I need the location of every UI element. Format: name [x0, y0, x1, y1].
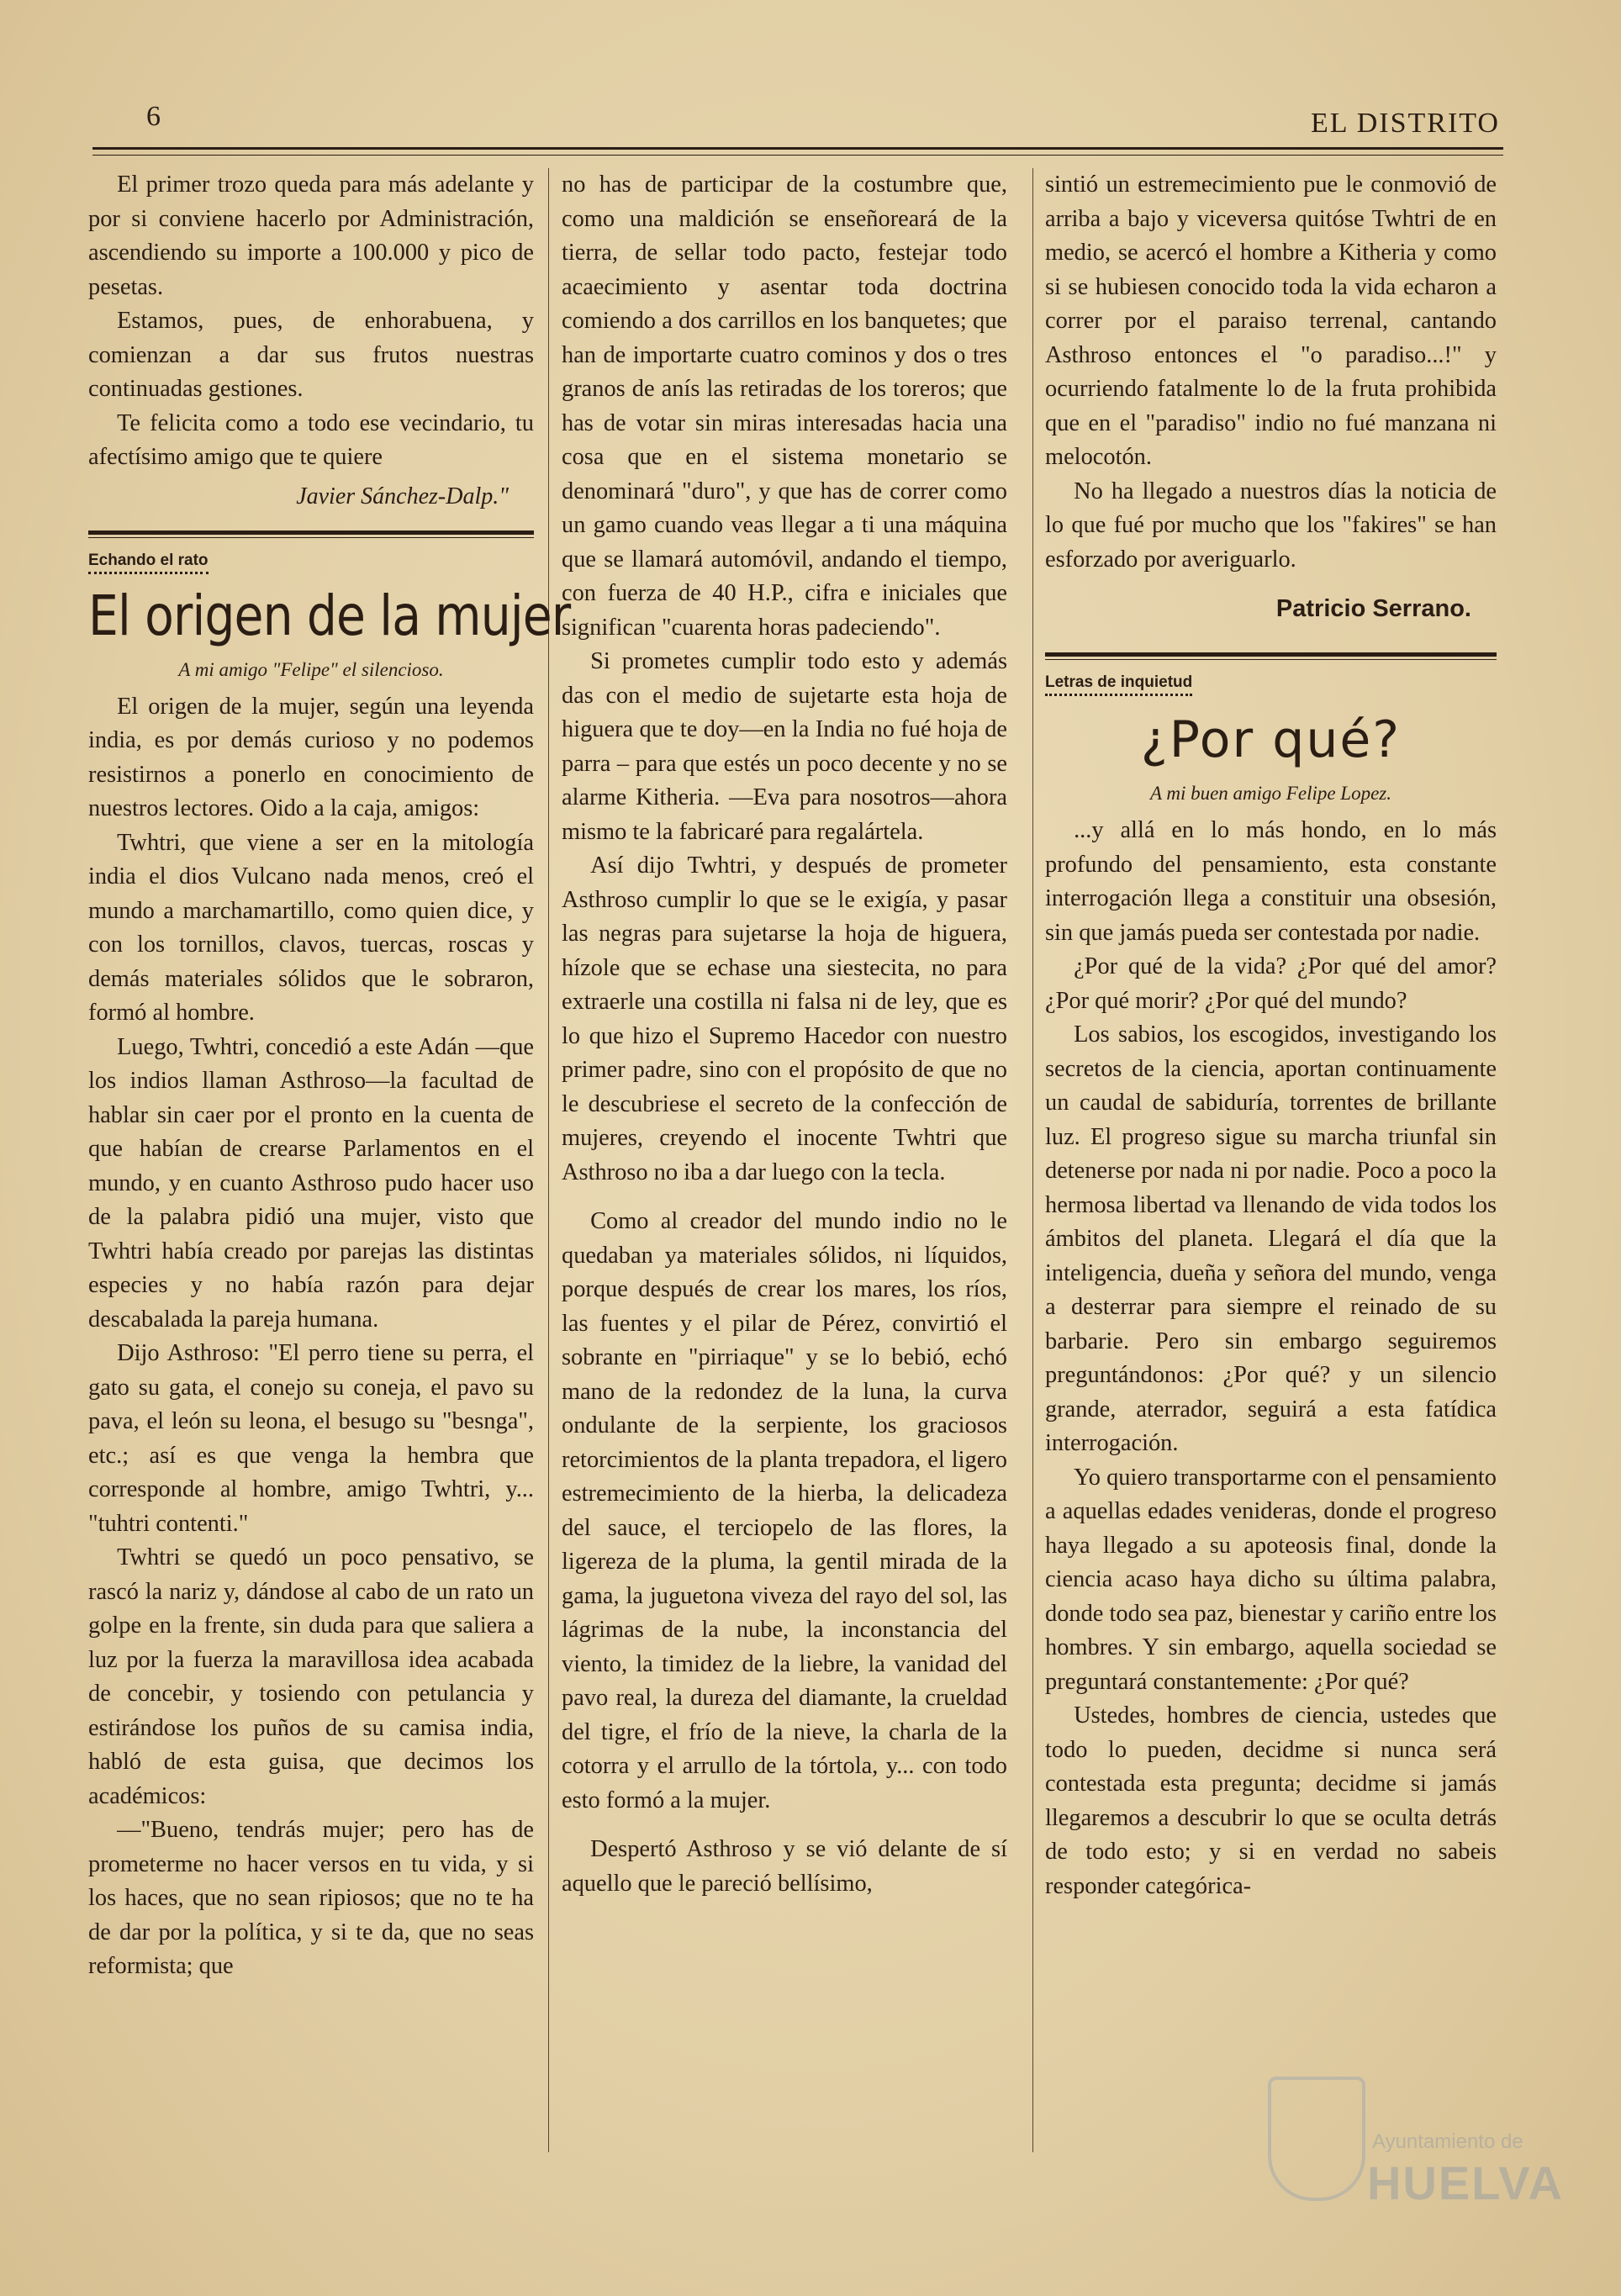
column-2	[562, 168, 1007, 1901]
page-number: 6	[146, 101, 161, 132]
paragraph: ...y allá en lo más hondo, en lo más profundo del pensamiento, esta constante interrogación llega a constituir una obsesión, sin que jamás pueda ser contestada por nadie.	[1045, 817, 1497, 946]
header-rule-thin	[92, 155, 1503, 156]
article-signature: Patricio Serrano.	[1275, 595, 1471, 622]
paragraph: Los sabios, los escogidos, investigando los secretos de la ciencia, aportan continuamente un caudal de sabiduría, torrentes de brillante luz. El progreso sigue su marcha triunfal sin detenerse por nada ni por nadie. Poco a poco la hermosa libertad va llenando de vida todos los ámbitos del planeta. Llegará el día que la inteligencia, dueña y señora del mundo, venga a desterrar para siempre el reinado de su barbarie. Pero sin embargo seguiremos preguntándonos: ¿Por qué? y un silencio grande, aterrador, seguirá a esta fatídica interrogación.	[1045, 1021, 1497, 1456]
paragraph: Te felicita como a todo ese vecindario, tu afectísimo amigo que te quiere	[88, 409, 534, 470]
article-title: ¿Por qué?	[1140, 710, 1402, 769]
section-rule	[88, 530, 534, 538]
paragraph: ¿Por qué de la vida? ¿Por qué del amor? ¿Por qué morir? ¿Por qué del mundo?	[1045, 953, 1497, 1014]
paragraph: sintió un estremecimiento pue le conmovió de arriba a bajo y viceversa quitóse Twhtri de en medio, se acercó el hombre a Kitheria y como si se hubiesen conocido toda la vida echaron a correr por el paraiso terrenal, cantando Asthroso entonces el "o paradiso...!" y ocurriendo fatalmente lo de la fruta prohibida que en el "paradiso" indio no fué manzana ni melocotón.	[1045, 172, 1497, 470]
watermark-text-big: HUELVA	[1367, 2156, 1564, 2209]
paragraph: Estamos, pues, de enhorabuena, y comienzan a dar sus frutos nuestras continuadas gestiones.	[88, 308, 534, 402]
paragraph: Twhtri se quedó un poco pensativo, se rascó la nariz y, dándose al cabo de un rato un golpe en la frente, sin duda para que saliera a luz por la fuerza la maravillosa idea acabada de concebir, y tosiendo con petulancia y estirándose los puños de su camisa india, habló de esta guisa, que decimos los académicos:	[88, 1544, 534, 1809]
paragraph: Así dijo Twhtri, y después de prometer Asthroso cumplir lo que se le exigía, y pasar las negras para sujetarse la hoja de higuera, hízole que se echase una siestecita, no para extraerle una costilla ni falsa ni de ley, que es lo que hizo el Supremo Hacedor con nuestro primer padre, sino con el propósito de que no le descubriese el secreto de la confección de mujeres, creyendo el inocente Twhtri que Asthroso no iba a dar luego con la tecla.	[562, 852, 1007, 1185]
column-3	[1045, 168, 1497, 1903]
newspaper-name: EL DISTRITO	[1310, 108, 1500, 139]
paragraph: Luego, Twhtri, concedió a este Adán —que los indios llaman Asthroso—la facultad de hablar sin caer por el pronto en la cuenta de que habían de crearse Parlamentos en el mundo, y en cuanto Asthroso pudo hacer uso de la palabra pidió una mujer, visto que Twhtri había creado por parejas las distintas especies y no había razón para dejar descabalada la pareja humana.	[88, 1033, 534, 1333]
paragraph: Dijo Asthroso: "El perro tiene su perra, el gato su gata, el conejo su coneja, el pavo su pava, el león su leona, el besugo su "besnga", etc.; así es que venga la hembra que corresponde al hombre, amigo Twhtri, y... "tuhtri contenti."	[88, 1340, 534, 1537]
section-tag: Echando el rato	[88, 552, 209, 574]
paragraph: Twhtri, que viene a ser en la mitología india el dios Vulcano nada menos, creó el mundo a marchamartillo, como quien dice, y con los tornillos, clavos, tuercas, roscas y demás materiales sólidos que le sobraron, formó al hombre.	[88, 829, 534, 1026]
column-divider	[548, 168, 549, 2152]
paragraph: Yo quiero transportarme con el pensamiento a aquellas edades venideras, donde el progreso haya llegado a su apoteosis final, donde la ciencia acaso haya dicho su última palabra, donde todo sea paz, bienestar y cariño entre los hombres. Y sin embargo, aquella sociedad se preguntará constantemente: ¿Por qué?	[1045, 1464, 1497, 1695]
letter-signature: Javier Sánchez-Dalp."	[296, 483, 509, 509]
paragraph: Ustedes, hombres de ciencia, ustedes que todo lo pueden, decidme si nunca será contestada esta pregunta; decidme si jamás llegaremos a descubrir lo que se oculta detrás de todo esto; y si en verdad no sabeis responder categórica-	[1045, 1702, 1497, 1899]
paragraph: Despertó Asthroso y se vió delante de sí aquello que le pareció bellísimo,	[562, 1836, 1007, 1897]
paragraph: no has de participar de la costumbre que, como una maldición se enseñoreará de la tierra, de sellar todo pacto, festejar todo acaecimiento y asentar toda doctrina comiendo a dos carrillos en los banquetes; que han de importarte cuatro cominos y dos o tres granos de anís las retiradas de los toreros; que has de votar sin miras interesadas hacia una cosa que en el sistema monetario se denominará "duro", y que has de correr como un gamo cuando veas llegar a ti una máquina que se llamará automóvil, andando el tiempo, con fuerza de 40 H.P., cifra e iniciales que significan "cuarenta horas padeciendo".	[562, 172, 1007, 641]
paragraph: El origen de la mujer, según una leyenda india, es por demás curioso y no podemos resistirnos a ponerlo en conocimiento de nuestros lectores. Oido a la caja, amigos:	[88, 693, 534, 821]
column-divider	[1032, 168, 1033, 2152]
paragraph: No ha llegado a nuestros días la noticia de lo que fué por mucho que los "fakires" se han esforzado por averiguarlo.	[1045, 478, 1497, 573]
article-dedication: A mi buen amigo Felipe Lopez.	[1149, 783, 1392, 804]
article-dedication: A mi amigo "Felipe" el silencioso.	[178, 658, 444, 680]
watermark-text-small: Ayuntamiento de	[1372, 2130, 1523, 2153]
article-title: El origen de la mujer	[88, 583, 571, 648]
section-rule	[1045, 652, 1497, 660]
coat-of-arms-icon	[1268, 2077, 1365, 2201]
paragraph: Como al creador del mundo indio no le quedaban ya materiales sólidos, ni líquidos, porque después de crear los mares, los ríos, las fuentes y el pilar de Pérez, convirtió el sobrante en "pirriaque" y se lo bebió, echó mano de la redondez de la luna, la curva ondulante de la serpiente, los graciosos retorcimientos de la planta trepadora, el ligero estremecimiento de la hierba, la delicadeza del sauce, el terciopelo de las flores, la ligereza de la pluma, la gentil mirada de la gama, la juguetona viveza del rayo del sol, las lágrimas de la nube, la inconstancia del viento, la timidez de la liebre, la vanidad del pavo real, la dureza del diamante, la crueldad del tigre, el frío de la nieve, la charla de la cotorra y el arrullo de la tórtola, y... con todo esto formó a la mujer.	[562, 1208, 1007, 1813]
paragraph: —"Bueno, tendrás mujer; pero has de prometerme no hacer versos en tu vida, y si los haces, que no sean ripiosos; que no te ha de dar por la política, y si te da, que no seas reformista; que	[88, 1817, 534, 1979]
paragraph: El primer trozo queda para más adelante y por si conviene hacerlo por Administración, ascendiendo su importe a 100.000 y pico de pesetas.	[88, 172, 534, 300]
header-rule	[92, 147, 1503, 150]
column-1	[88, 168, 571, 1984]
paragraph: Si prometes cumplir todo esto y además das con el medio de sujetarte esta hoja de higuera que te doy—en la India no fué hoja de parra – para que estés un poco decente y no se alarme Kitheria. —Eva para nosotros—ahora mismo te la fabricaré para regalártela.	[562, 648, 1007, 845]
section-tag: Letras de inquietud	[1045, 673, 1192, 696]
page-header	[92, 101, 1503, 150]
archive-watermark	[1268, 2077, 1564, 2245]
